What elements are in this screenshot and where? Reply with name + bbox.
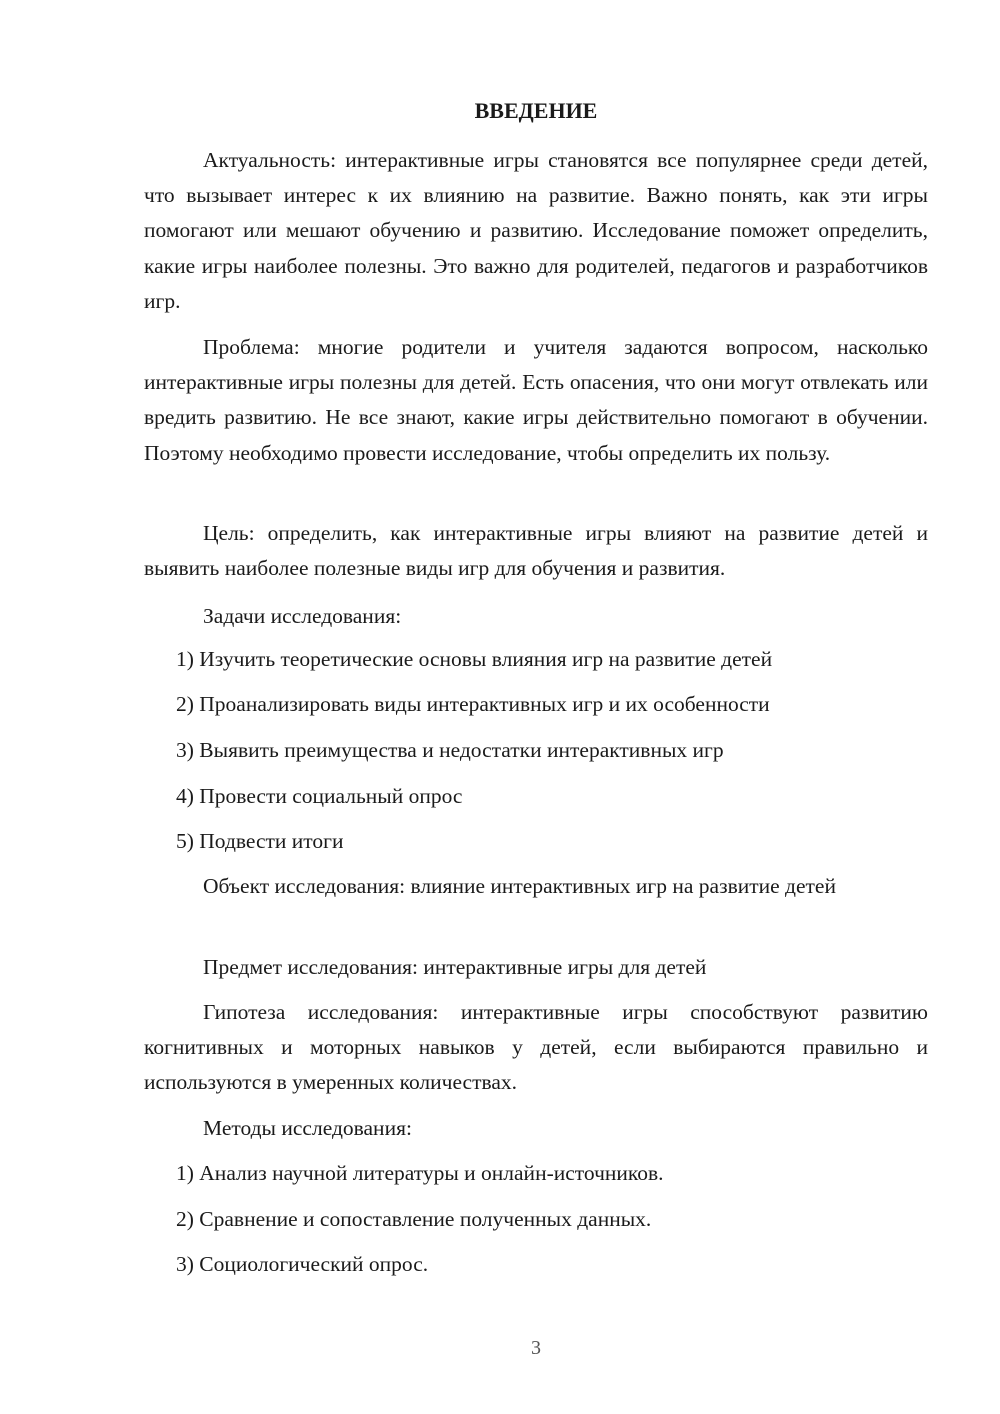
hypothesis-paragraph: Гипотеза исследования: интерактивные игры способствуют развитию когнитивных и моторных навыков у детей, если выбираются правильно и используются в умеренных количествах. (144, 1000, 928, 1095)
methods-heading: Методы исследования: (203, 1116, 412, 1140)
task-item-1: 1) Изучить теоретические основы влияния игр на развитие детей (176, 647, 773, 671)
page-number: 3 (531, 1337, 541, 1359)
task-item-4: 4) Провести социальный опрос (176, 784, 463, 808)
problem-paragraph: Проблема: многие родители и учителя задаются вопросом, насколько интерактивные игры полезны для детей. Есть опасения, что они могут отвлекать или вредить развитию. Не все знают, какие игры действительно помогают в обучении. Поэтому необходимо провести исследование, чтобы определить их пользу. (144, 335, 928, 465)
task-item-3: 3) Выявить преимущества и недостатки интерактивных игр (176, 738, 724, 762)
task-item-2: 2) Проанализировать виды интерактивных игр и их особенности (176, 692, 770, 716)
object-paragraph: Объект исследования: влияние интерактивных игр на развитие детей (203, 874, 836, 898)
task-item-5: 5) Подвести итоги (176, 829, 344, 853)
tasks-heading: Задачи исследования: (203, 604, 402, 628)
goal-paragraph: Цель: определить, как интерактивные игры влияют на развитие детей и выявить наиболее полезные виды игр для обучения и развития. (144, 521, 928, 581)
method-item-2: 2) Сравнение и сопоставление полученных данных. (176, 1207, 652, 1231)
method-item-3: 3) Социологический опрос. (176, 1252, 429, 1276)
relevance-paragraph: Актуальность: интерактивные игры становятся все популярнее среди детей, что вызывает интерес к их влиянию на развитие. Важно понять, как эти игры помогают или мешают обучению и развитию. Исследование поможет определить, какие игры наиболее полезны. Это важно для родителей, педагогов и разработчиков игр. (144, 148, 928, 313)
subject-paragraph: Предмет исследования: интерактивные игры для детей (203, 955, 707, 979)
section-title: ВВЕДЕНИЕ (474, 98, 598, 123)
method-item-1: 1) Анализ научной литературы и онлайн-источников. (176, 1161, 664, 1185)
